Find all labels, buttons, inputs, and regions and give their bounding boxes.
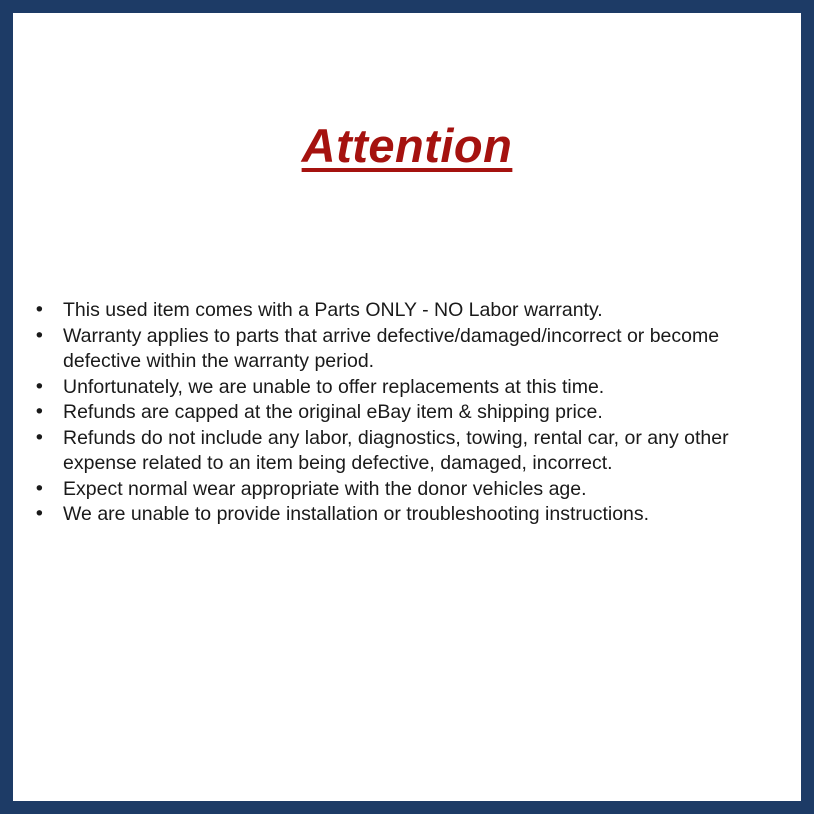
- list-item: [13, 477, 801, 503]
- bullet-icon: •: [33, 324, 45, 347]
- list-item-text: This used item comes with a Parts ONLY - NO Labor warranty.: [63, 299, 603, 321]
- bullet-icon: •: [33, 477, 45, 500]
- list-item: [13, 375, 801, 401]
- bullet-icon: •: [33, 503, 45, 525]
- list-item-text: Refunds are capped at the original eBay item & shipping price.: [63, 401, 603, 423]
- list-item-text: Unfortunately, we are unable to offer replacements at this time.: [63, 375, 605, 398]
- page-title: Attention: [301, 119, 513, 172]
- list-item-text: Warranty applies to parts that arrive defective/damaged/incorrect or become defective within the warranty period.: [63, 324, 720, 372]
- list-item-text: Expect normal wear appropriate with the donor vehicles age.: [63, 477, 587, 500]
- bullet-icon: •: [33, 375, 45, 398]
- list-item: [13, 324, 801, 375]
- policy-bullet-list: [13, 298, 801, 528]
- list-item: [13, 426, 801, 477]
- list-item-text: Refunds do not include any labor, diagnostics, towing, rental car, or any other expense related to an item being defective, damaged, incorrect.: [63, 426, 729, 474]
- list-item-text: We are unable to provide installation or troubleshooting instructions.: [63, 503, 650, 525]
- bullet-icon: •: [33, 426, 45, 449]
- list-item: [13, 298, 801, 324]
- list-item: [13, 400, 801, 426]
- bullet-icon: •: [33, 299, 45, 321]
- list-item: [13, 502, 801, 528]
- bullet-icon: •: [33, 401, 45, 423]
- notice-card: [10, 10, 804, 804]
